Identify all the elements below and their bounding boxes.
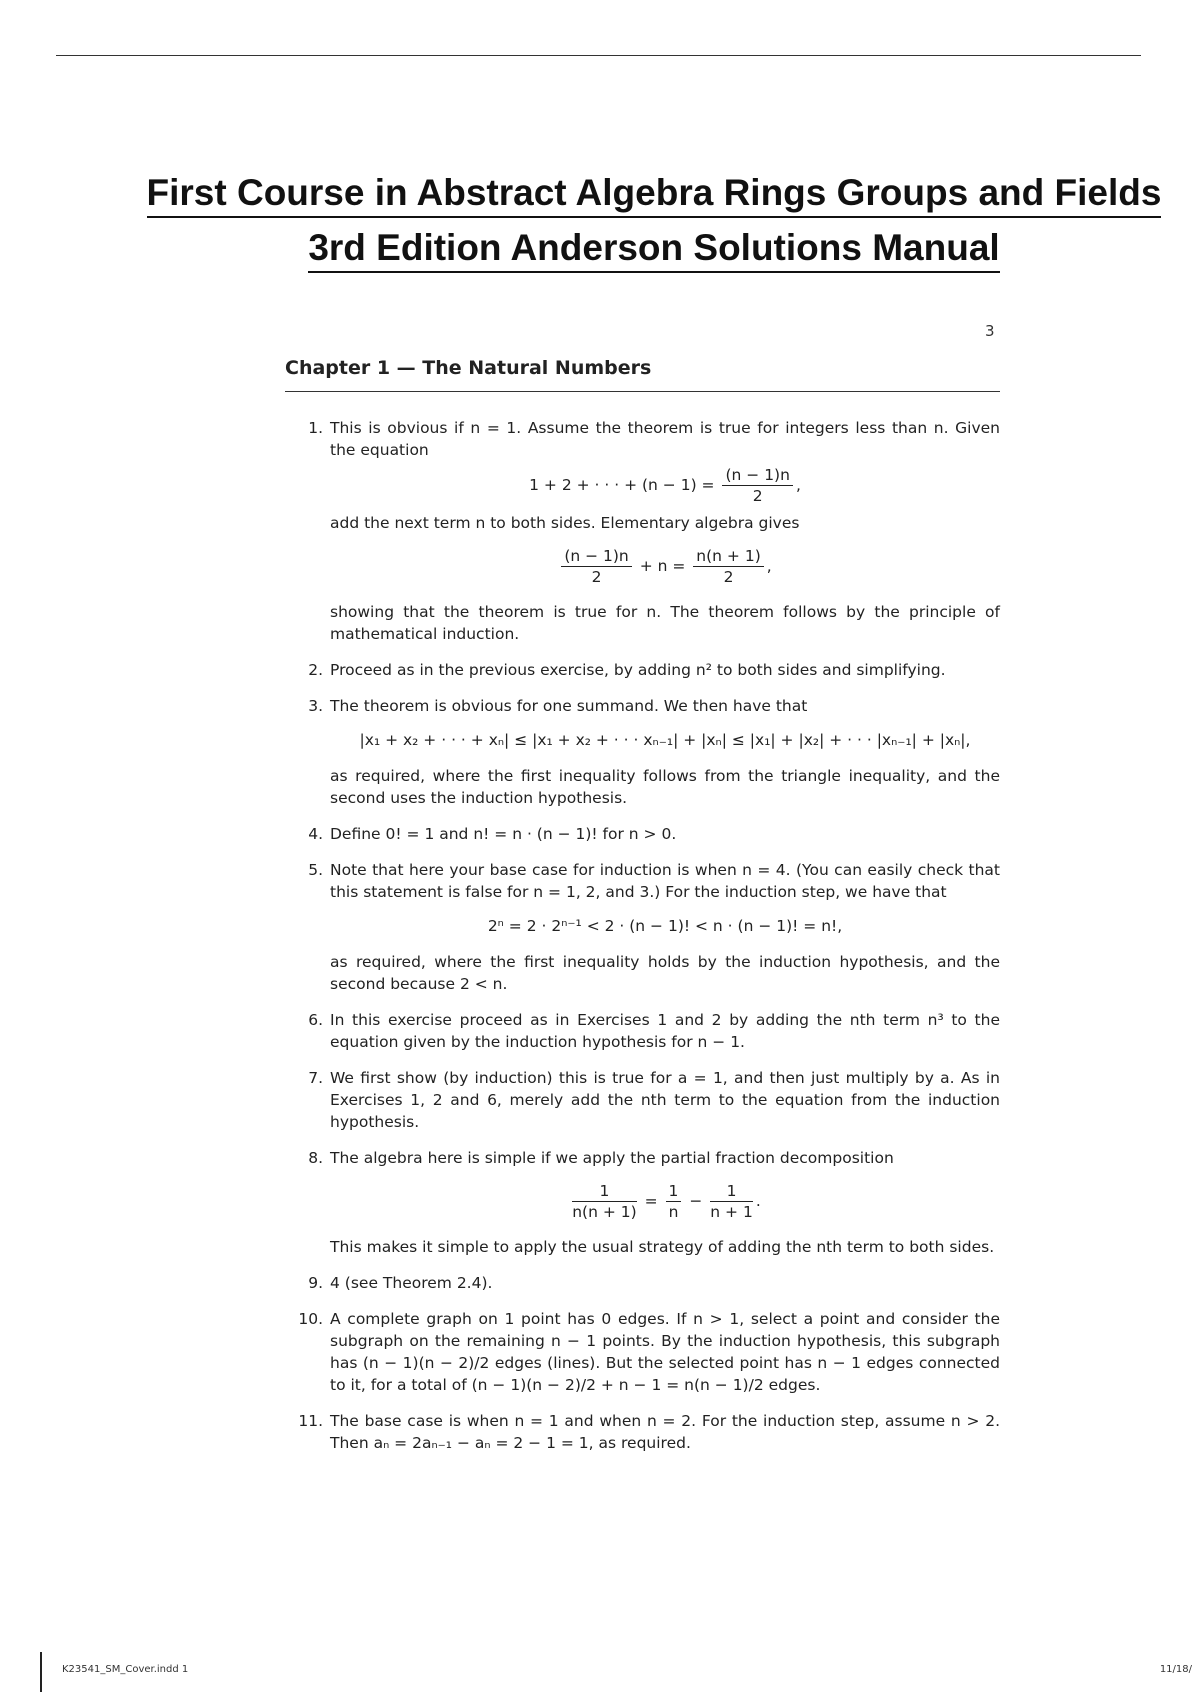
exercise-text: The base case is when n = 1 and when n = 2. For the induction step, assume n > 2. Then aₙ = 2aₙ₋₁ − aₙ = 2 − 1 = 1, as required.	[330, 1412, 1000, 1452]
exercise-number: 5.	[308, 861, 323, 879]
exercise-number: 9.	[308, 1274, 323, 1292]
exercise-number: 7.	[308, 1069, 323, 1087]
fraction-numerator: n(n + 1)	[693, 546, 763, 567]
exercise-number: 2.	[308, 661, 323, 679]
footer-crop-mark	[40, 1652, 42, 1692]
equation-operator: + n =	[639, 557, 686, 575]
exercise-text: In this exercise proceed as in Exercises 1 and 2 by adding the nth term n³ to the equation given by the induction hypothesis for n − 1.	[330, 1011, 1000, 1051]
equation-step	[330, 546, 1000, 587]
exercise-number: 10.	[298, 1310, 323, 1328]
exercise-text: add the next term n to both sides. Elementary algebra gives	[330, 514, 800, 532]
fraction-denominator: n + 1	[710, 1203, 753, 1221]
equation-triangle-inequality: |x₁ + x₂ + · · · + xₙ| ≤ |x₁ + x₂ + · · · xₙ₋₁| + |xₙ| ≤ |x₁| + |x₂| + · · · |xₙ₋₁| + |xₙ|,	[359, 731, 971, 749]
fraction-numerator: (n − 1)n	[561, 546, 631, 567]
exercise-text: 4 (see Theorem 2.4).	[330, 1274, 493, 1292]
equation-tail: ,	[766, 557, 772, 575]
equation-tail: ,	[795, 476, 801, 494]
footer-date: 11/18/	[1159, 1664, 1192, 1675]
exercise-text: We first show (by induction) this is true for a = 1, and then just multiply by a. As in Exercises 1, 2 and 6, merely add the nth term to the equation from the induction hypothesis.	[330, 1069, 1000, 1131]
footer-file-name: K23541_SM_Cover.indd 1	[62, 1664, 189, 1675]
fraction-numerator: (n − 1)n	[722, 465, 792, 486]
equation-factorial: 2ⁿ = 2 · 2ⁿ⁻¹ < 2 · (n − 1)! < n · (n − 1)! = n!,	[487, 917, 843, 935]
exercise-text: as required, where the first inequality holds by the induction hypothesis, and the second because 2 < n.	[330, 953, 1000, 993]
equation-tail: .	[755, 1192, 761, 1210]
document-title	[100, 165, 1200, 275]
equation-operator: −	[689, 1192, 703, 1210]
fraction	[710, 1181, 753, 1222]
exercise-8	[285, 1147, 1000, 1258]
chapter-rule	[285, 391, 1000, 392]
exercise-2	[285, 659, 1000, 681]
fraction-denominator: 2	[723, 568, 734, 586]
fraction	[693, 546, 763, 587]
solutions-content	[285, 417, 1000, 1468]
equation-operator: =	[644, 1192, 658, 1210]
fraction-denominator: n	[668, 1203, 679, 1221]
exercise-text: This is obvious if n = 1. Assume the theorem is true for integers less than n. Given the equation	[330, 419, 1000, 459]
fraction-numerator: 1	[666, 1181, 682, 1202]
chapter-heading: Chapter 1 — The Natural Numbers	[285, 357, 652, 379]
fraction-denominator: 2	[752, 487, 763, 505]
fraction	[561, 546, 631, 587]
exercise-text: Define 0! = 1 and n! = n · (n − 1)! for n > 0.	[330, 825, 677, 843]
exercise-4	[285, 823, 1000, 845]
exercise-text: as required, where the first inequality follows from the triangle inequality, and the second uses the induction hypothesis.	[330, 767, 1000, 807]
fraction-numerator: 1	[572, 1181, 636, 1202]
exercise-text: Proceed as in the previous exercise, by adding n² to both sides and simplifying.	[330, 661, 946, 679]
exercise-text: This makes it simple to apply the usual strategy of adding the nth term to both sides.	[330, 1238, 995, 1256]
fraction	[722, 465, 792, 506]
exercise-text: The algebra here is simple if we apply the partial fraction decomposition	[330, 1149, 894, 1167]
exercise-3	[285, 695, 1000, 809]
fraction-denominator: 2	[591, 568, 602, 586]
top-rule	[56, 55, 1141, 56]
exercise-number: 11.	[298, 1412, 323, 1430]
exercise-text: Note that here your base case for induction is when n = 4. (You can easily check that this statement is false for n = 1, 2, and 3.) For the induction step, we have that	[330, 861, 1000, 901]
equation-lhs: 1 + 2 + · · · + (n − 1) =	[529, 476, 715, 494]
fraction-denominator: n(n + 1)	[572, 1203, 637, 1221]
exercise-9	[285, 1272, 1000, 1294]
exercise-number: 4.	[308, 825, 323, 843]
title-line-1: First Course in Abstract Algebra Rings Groups and Fields	[147, 170, 1162, 218]
fraction	[572, 1181, 636, 1222]
exercise-number: 6.	[308, 1011, 323, 1029]
page-number: 3	[985, 322, 995, 340]
equation-sum	[330, 465, 1000, 506]
exercise-5	[285, 859, 1000, 995]
exercise-7	[285, 1067, 1000, 1133]
exercise-1	[285, 417, 1000, 645]
exercise-text: A complete graph on 1 point has 0 edges. If n > 1, select a point and consider the subgraph on the remaining n − 1 points. By the induction hypothesis, this subgraph has (n − 1)(n − 2)/2 edges (lines). But the selected point has n − 1 edges connected to it, for a total of (n − 1)(n − 2)/2 + n − 1 = n(n − 1)/2 edges.	[330, 1310, 1000, 1394]
exercise-text: The theorem is obvious for one summand. We then have that	[330, 697, 808, 715]
fraction-numerator: 1	[710, 1181, 753, 1202]
fraction	[666, 1181, 682, 1222]
exercise-number: 3.	[308, 697, 323, 715]
equation-partial-fractions	[330, 1181, 1000, 1222]
exercise-number: 1.	[308, 419, 323, 437]
title-line-2: 3rd Edition Anderson Solutions Manual	[308, 225, 999, 273]
exercise-10	[285, 1308, 1000, 1396]
exercise-6	[285, 1009, 1000, 1053]
exercise-list	[285, 417, 1000, 1454]
exercise-text: showing that the theorem is true for n. The theorem follows by the principle of mathematical induction.	[330, 603, 1000, 643]
exercise-11	[285, 1410, 1000, 1454]
exercise-number: 8.	[308, 1149, 323, 1167]
